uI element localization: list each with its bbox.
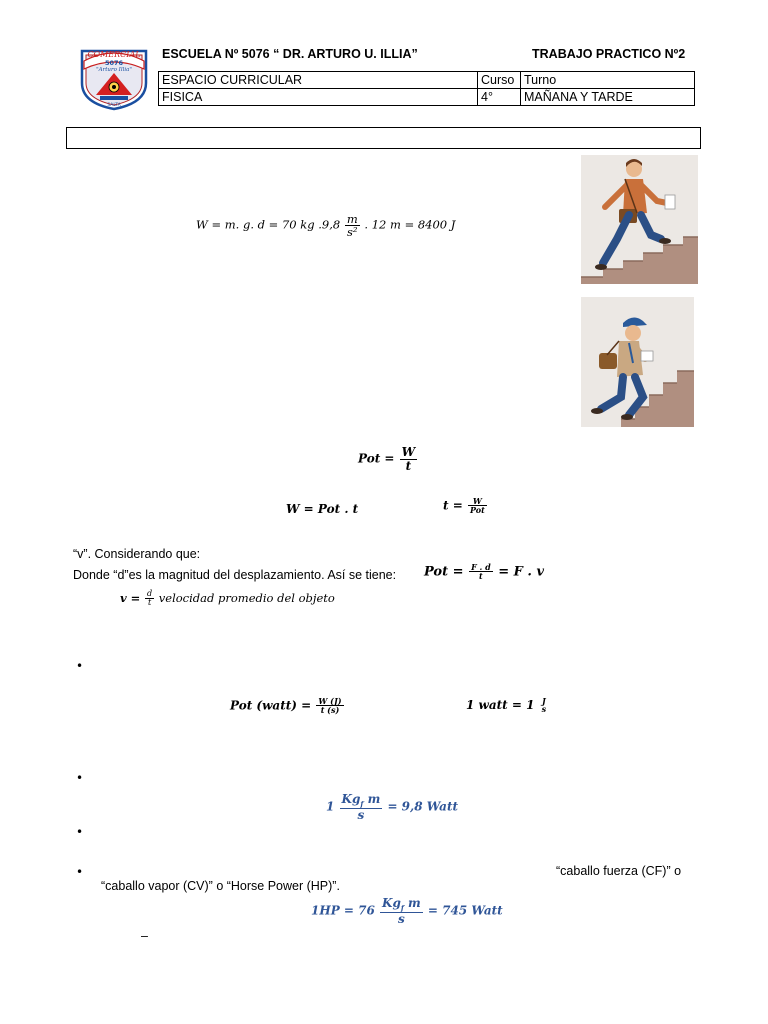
dash-mark: – [141, 929, 148, 943]
kilogrammeter-fraction [340, 793, 383, 821]
watt-denominator: t (s) [320, 705, 340, 716]
course-info-table [158, 71, 695, 106]
empty-title-box [66, 127, 701, 149]
horsepower-formula [311, 897, 503, 925]
work-formula-lhs: W = m. g. d = 70 kg .9,8 [196, 217, 341, 232]
svg-text:5076: 5076 [104, 59, 124, 67]
displacement-text: Donde “d”es la magnitud del desplazamiento. Así se tiene: [73, 568, 397, 582]
velocity-formula-fraction [145, 590, 154, 608]
power-numerator: W [401, 445, 416, 459]
course-info-value-row [159, 89, 695, 106]
velocity-formula [120, 590, 335, 608]
watt-formula-fraction [316, 697, 343, 715]
svg-text:SALTA: SALTA [107, 103, 121, 108]
power-velocity-lhs: Pot = [424, 564, 464, 580]
course-info-header-row [159, 72, 695, 89]
kilogrammeter-lhs: 1 [326, 799, 335, 814]
time-formula-lhs: t = [443, 498, 463, 513]
velocity-formula-lhs: v = [120, 590, 141, 605]
horsepower-rhs: = 745 Watt [427, 903, 503, 918]
course-value: 4° [478, 89, 521, 106]
kilogrammeter-rhs: = 9,8 Watt [387, 799, 459, 814]
curricular-space-header: ESPACIO CURRICULAR [159, 72, 478, 89]
velocity-denominator: t [147, 598, 152, 608]
bullet-1: • [76, 659, 84, 673]
watt-numerator: W (J) [318, 696, 342, 706]
kilogrammeter-numerator: $Kg_f$ m [341, 792, 381, 809]
school-crest-logo [78, 43, 150, 111]
power-velocity-rhs: = F . v [498, 564, 545, 580]
bullet-4: • [76, 865, 84, 879]
velocity-description: velocidad promedio del objeto [158, 590, 335, 605]
watt-definition-fraction [540, 697, 549, 714]
watt-definition-numerator: J [542, 696, 546, 706]
bullet-3: • [76, 825, 84, 839]
man-climbing-stairs-illustration [581, 155, 698, 284]
horsepower-numerator: $Kg_f$ m [382, 896, 421, 913]
watt-formula-lhs: Pot (watt) = [230, 698, 312, 713]
watt-definition-lhs: 1 watt = 1 [466, 697, 535, 712]
watt-definition-denominator: s [541, 704, 547, 715]
watt-formula [230, 697, 345, 715]
time-formula-fraction [468, 497, 487, 515]
power-velocity-fraction [469, 563, 493, 581]
kilogrammeter-denominator: s [357, 807, 365, 822]
power-denominator: t [405, 458, 412, 473]
svg-text:"Arturo Illia": "Arturo Illia" [96, 67, 132, 73]
shift-header: Turno [521, 72, 695, 89]
velocity-numerator: d [146, 589, 153, 598]
work-formula-unit [345, 213, 360, 238]
horsepower-fraction [380, 897, 423, 925]
power-formula-fraction [400, 446, 417, 472]
watt-definition [466, 697, 549, 714]
work-from-power-formula: W = Pot . t [286, 502, 359, 516]
work-formula-rhs: . 12 m = 8400 J [364, 217, 456, 232]
work-unit-numerator: m [346, 212, 358, 226]
power-formula [358, 446, 418, 472]
assignment-title: TRABAJO PRACTICO Nº2 [532, 47, 686, 61]
time-formula [443, 497, 488, 515]
power-velocity-denominator: t [479, 571, 483, 582]
caballo-vapor-text: “caballo vapor (CV)” o “Horse Power (HP)”. [101, 879, 340, 893]
time-numerator: W [468, 497, 487, 506]
horsepower-denominator: s [397, 911, 405, 926]
power-velocity-formula [424, 563, 544, 581]
kilogrammeter-formula [326, 793, 458, 821]
power-formula-lhs: Pot = [358, 451, 395, 466]
work-formula [196, 213, 455, 238]
time-denominator: Pot [469, 505, 485, 516]
shift-value: MAÑANA Y TARDE [521, 89, 695, 106]
caballo-fuerza-text: “caballo fuerza (CF)” o [556, 864, 682, 878]
svg-text:COMERCIAL: COMERCIAL [87, 50, 141, 59]
school-name: ESCUELA Nº 5076 “ DR. ARTURO U. ILLIA” [162, 47, 418, 61]
course-header: Curso [478, 72, 521, 89]
power-velocity-numerator: F . d [471, 562, 491, 572]
mailman-climbing-stairs-illustration [581, 297, 694, 427]
subject-value: FISICA [159, 89, 478, 106]
considering-text: “v”. Considerando que: [73, 547, 201, 561]
horsepower-lhs: 1HP = 76 [311, 903, 375, 918]
bullet-2: • [76, 771, 84, 785]
work-unit-denominator: s² [347, 225, 358, 240]
